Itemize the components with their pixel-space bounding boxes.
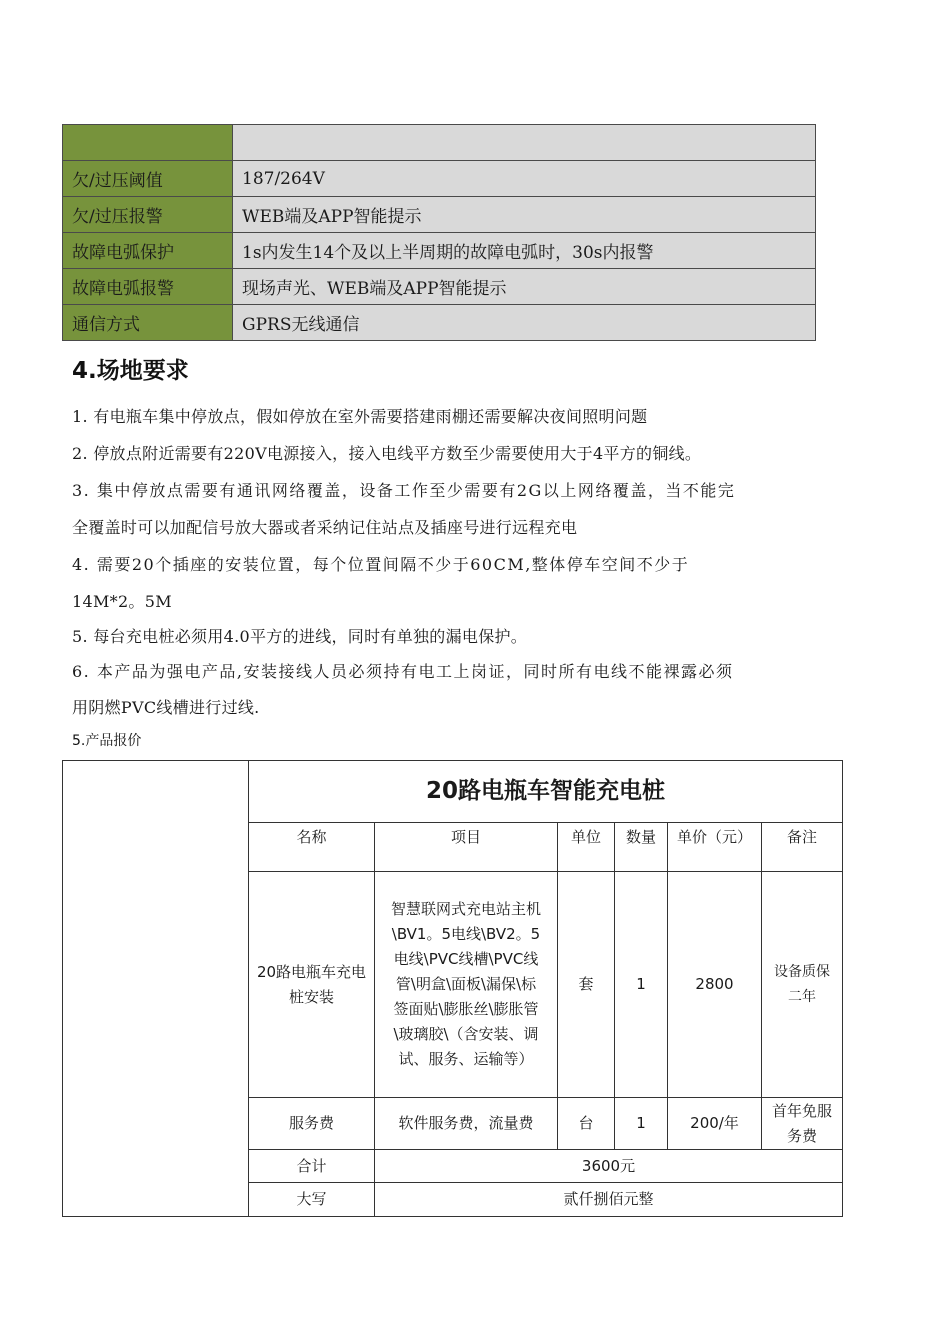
section-4-heading: 4.场地要求 (72, 358, 189, 384)
spec-value: WEB端及APP智能提示 (233, 197, 816, 233)
spec-key: 通信方式 (63, 305, 233, 341)
row-qty: 1 (615, 1098, 668, 1150)
row-unit: 套 (558, 872, 615, 1098)
spec-row (63, 161, 816, 197)
header-name: 名称 (249, 823, 375, 872)
spec-value: 现场声光、WEB端及APP智能提示 (233, 269, 816, 305)
spec-row (63, 197, 816, 233)
quote-title: 20路电瓶车智能充电桩 (249, 761, 843, 823)
header-note: 备注 (762, 823, 843, 872)
requirement-line: 14M*2。5M (72, 592, 172, 611)
row-name: 20路电瓶车充电桩安装 (249, 872, 375, 1098)
row-price: 200/年 (668, 1098, 762, 1150)
spec-key (63, 125, 233, 161)
row-item: 智慧联网式充电站主机\BV1。5电线\BV2。5电线\PVC线槽\PVC线管\明盒\面板\漏保\标签面贴\膨胀丝\膨胀管\玻璃胶\（含安装、调试、服务、运输等） (375, 872, 558, 1098)
header-qty: 数量 (615, 823, 668, 872)
row-qty: 1 (615, 872, 668, 1098)
total-label: 合计 (249, 1150, 375, 1183)
row-name: 服务费 (249, 1098, 375, 1150)
quote-table (62, 760, 843, 1217)
spec-key: 故障电弧保护 (63, 233, 233, 269)
requirement-line: 4. 需要20个插座的安装位置，每个位置间隔不少于60CM,整体停车空间不少于 (72, 555, 690, 574)
spec-value: GPRS无线通信 (233, 305, 816, 341)
spec-key: 欠/过压阈值 (63, 161, 233, 197)
requirement-line: 3. 集中停放点需要有通讯网络覆盖，设备工作至少需要有2G以上网络覆盖，当不能完 (72, 481, 736, 500)
row-price: 2800 (668, 872, 762, 1098)
section-5-heading: 5.产品报价 (72, 733, 142, 749)
header-item: 项目 (375, 823, 558, 872)
capital-label: 大写 (249, 1183, 375, 1217)
spec-key: 欠/过压报警 (63, 197, 233, 233)
requirement-line: 6. 本产品为强电产品,安装接线人员必须持有电工上岗证，同时所有电线不能裸露必须 (72, 662, 734, 681)
requirement-line: 全覆盖时可以加配信号放大器或者采纳记住站点及插座号进行远程充电 (72, 518, 578, 537)
requirement-line: 1. 有电瓶车集中停放点，假如停放在室外需要搭建雨棚还需要解决夜间照明问题 (72, 407, 648, 426)
requirement-line: 用阴燃PVC线槽进行过线. (72, 698, 260, 717)
capital-value: 贰仟捌佰元整 (375, 1183, 843, 1217)
spec-row (63, 233, 816, 269)
spec-table (62, 124, 816, 341)
spec-key: 故障电弧报警 (63, 269, 233, 305)
spec-value: 187/264V (233, 161, 816, 197)
row-note: 首年免服务费 (762, 1098, 843, 1150)
quote-blank-cell (63, 761, 249, 1217)
row-item: 软件服务费，流量费 (375, 1098, 558, 1150)
requirement-line: 5. 每台充电桩必须用4.0平方的进线，同时有单独的漏电保护。 (72, 627, 528, 646)
spec-row (63, 125, 816, 161)
row-note: 设备质保二年 (762, 872, 843, 1098)
header-unit: 单位 (558, 823, 615, 872)
spec-row (63, 305, 816, 341)
row-unit: 台 (558, 1098, 615, 1150)
spec-value (233, 125, 816, 161)
spec-value: 1s内发生14个及以上半周期的故障电弧时，30s内报警 (233, 233, 816, 269)
header-price: 单价（元） (668, 823, 762, 872)
spec-row (63, 269, 816, 305)
total-value: 3600元 (375, 1150, 843, 1183)
requirement-line: 2. 停放点附近需要有220V电源接入，接入电线平方数至少需要使用大于4平方的铜线。 (72, 444, 702, 463)
